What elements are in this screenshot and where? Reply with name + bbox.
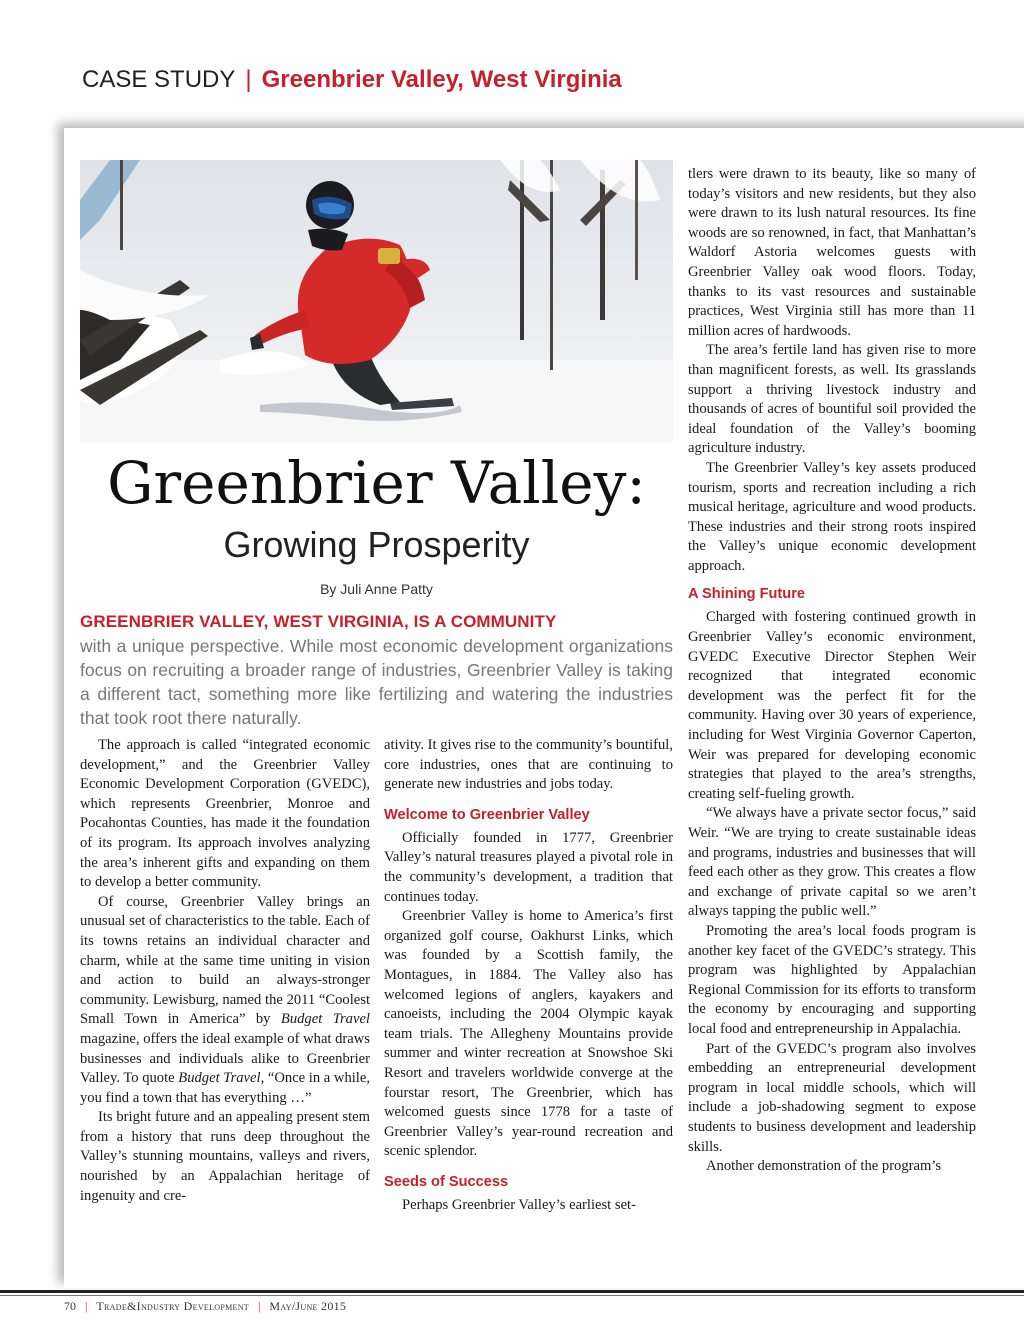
paragraph: “We always have a private sector focus,” said Weir. “We are trying to create sustainable ideas and programs, industries and businesses that will feed each other as they grow. This creates a flow and exchange of private capital so we aren’t always tapping the public well.” [688,805,976,920]
article-byline: By Juli Anne Patty [320,581,433,597]
paragraph: Another demonstration of the program’s [706,1158,942,1175]
footer-text [64,1297,346,1315]
paragraph: ativity. It gives rise to the community’s bountiful, core industries, ones that are continuing to generate new industries and jobs today. [384,737,673,793]
lead-paragraph [80,610,673,730]
paragraph: Greenbrier Valley is home to America’s first organized golf course, Oakhurst Links, which was founded by a Scottish family, the Montagues, in 1884. The Valley also has welcomed legions of anglers, kayakers and canoeists, including the 2004 Olympic kayak team trials. The Allegheny Mountains provide summer and winter recreation at Snowshoe Ski Resort and travelers worldwide converge at the fourstar resort, The Greenbrier, which has welcomed guests since 1778 for a taste of Greenbrier Valley’s year-round recreation and scenic splendor. [384,908,673,1160]
section-heading: A Shining Future [688,586,806,603]
page-number: 70 [64,1299,76,1313]
body-column-3 [688,165,976,1177]
paragraph: Part of the GVEDC’s program also involves embedding an entrepreneurial development program in local middle schools, which will include a job-shadowing segment to expose students to business development and leadership skills. [688,1040,976,1155]
body-column-1 [80,736,370,1206]
section-kicker: CASE STUDY [82,66,236,93]
paragraph: Promoting the area’s local foods program is another key facet of the GVEDC’s strategy. This program was highlighted by Appalachian Regional Commission for its efforts to transform the economy by encouraging and supporting local food and entrepreneurship in Appalachia. [688,922,976,1037]
paragraph: Its bright future and an appealing present stem from a history that runs deep throughout the Valley’s stunning mountains, valleys and rivers, nourished by an Appalachian heritage of ingenuity and cre- [80,1109,370,1204]
publication-name: Trade&Industry Development [96,1299,249,1313]
paragraph: The Greenbrier Valley’s key assets produced tourism, sports and recreation including a rich musical heritage, agriculture and wood products. These industries and their strong roots inspired the Valley’s unique economic development approach. [688,459,976,574]
lead-text: with a unique perspective. While most economic development organizations focus on recruiting a broader range of industries, Greenbrier Valley is taking a different tact, something more like fertilizing and watering the industries that took root there naturally. [80,636,673,728]
paragraph: Charged with fostering continued growth in Greenbrier Valley’s economic environment, GVEDC Executive Director Stephen Weir recognized that integrated economic development was the perfect fit for the community. Having over 30 years of experience, including for West Virginia Governor Caperton, Weir was prepared for developing economic strategies that played to the area’s strengths, creating self-fueling growth. [688,609,976,802]
footer-rule-thin [0,1295,1024,1296]
header-divider: | [245,66,252,93]
article-title: Greenbrier Valley: [107,449,646,517]
paragraph: Officially founded in 1777, Greenbrier Valley’s natural treasures played a pivotal role in the community’s development, a tradition that continues today. [384,829,673,905]
page-header [82,64,622,96]
paragraph: The approach is called “integrated economic development,” and the Greenbrier Valley Economic Development Corporation (GVEDC), which represents Greenbrier, Monroe and Pocahontas Counties, has made it the foundation of its program. Its approach involves analyzing the area’s inherent gifts and expanding on them to develop a better community. [80,737,370,891]
article-subtitle: Growing Prosperity [223,524,530,565]
section-heading: Seeds of Success [384,1173,509,1190]
footer-separator: | [85,1299,88,1313]
footer-rule [0,1290,1024,1293]
body-column-2 [384,736,673,1215]
paragraph: tlers were drawn to its beauty, like so many of today’s visitors and new residents, but they also were drawn to its lush natural resources. Its fine woods are so renowned, in fact, that Manhattan’s Waldorf Astoria welcomes guests with Greenbrier Valley oak wood floors. Today, thanks to its vast resources and sustainable practices, West Virginia still has more than 11 million acres of hardwoods. [688,166,976,339]
footer-separator: | [257,1299,261,1313]
snowboarder-photo [80,160,673,442]
lead-caps: GREENBRIER VALLEY, WEST VIRGINIA, IS A COMMUNITY [80,612,557,631]
location-heading: Greenbrier Valley, West Virginia [261,66,622,93]
paragraph: Perhaps Greenbrier Valley’s earliest set- [402,1196,636,1213]
paragraph: Of course, Greenbrier Valley brings an unusual set of characteristics to the table. Each of its towns retains an individual character and charm, while at the same time uniting in vision and action to build an always-stronger community. Lewisburg, named the 2011 “Coolest Small Town in America” by Budget Travel magazine, offers the ideal example of what draws businesses and individuals alike to Greenbrier Valley. To quote Budget Travel, “Once in a while, you find a town that has everything …” [80,893,370,1106]
section-heading: Welcome to Greenbrier Valley [384,806,590,823]
issue-date: May/June 2015 [269,1299,347,1313]
paragraph: The area’s fertile land has given rise to more than magnificent forests, as well. Its grasslands support a thriving livestock industry and thousands of acres of bountiful soil provided the ideal foundation of the Valley’s booming agriculture industry. [688,342,976,457]
